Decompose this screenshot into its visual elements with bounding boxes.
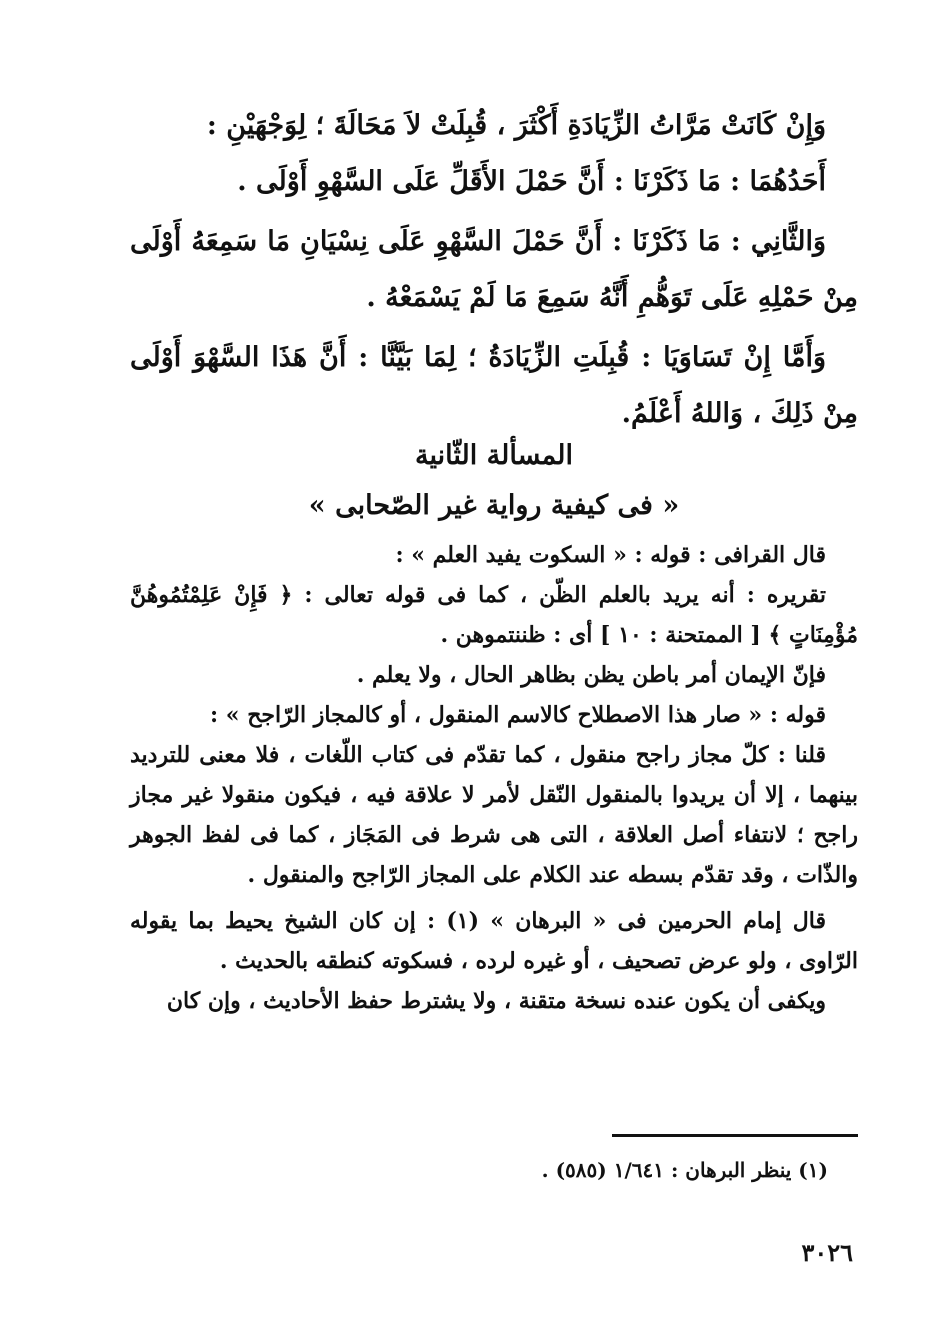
paragraph: ويكفى أن يكون عنده نسخة متقنة ، ولا يشترط حفظ الأحاديث ، وإن كان: [166, 988, 826, 1014]
paragraph: أَحَدُهُمَا : مَا ذَكَرْنَا : أَنَّ حَمْلَ الأَقَلِّ عَلَى السَّهْوِ أَوْلَى .: [237, 166, 826, 197]
paragraph: وَالثَّانِي : مَا ذَكَرْنَا : أَنَّ حَمْلَ السَّهْوِ عَلَى نِسْيَانِ مَا سَمِعَهُ أَوْلَى مِنْ حَمْلِهِ عَلَى تَوَهُّمِ أَنَّهُ سَمِعَ مَا لَمْ يَسْمَعْهُ .: [130, 226, 858, 313]
footnote-separator: [612, 1134, 858, 1137]
paragraph: وَأَمَّا إِنْ تَسَاوَيَا : قُبِلَتِ الزِّيَادَةُ ؛ لِمَا بَيَّنَّا : أَنَّ هَذَا السَّهْوَ أَوْلَى مِنْ ذَلِكَ ، وَاللهُ أَعْلَمُ.: [130, 342, 858, 429]
top-text-block: [130, 98, 858, 442]
paragraph: قوله : « صار هذا الاصطلاح كالاسم المنقول ، أو كالمجاز الرّاجح » :: [210, 702, 826, 728]
section-subtitle: « فى كيفية رواية غير الصّحابى »: [308, 490, 680, 521]
bottom-text-block: [130, 535, 858, 1021]
paragraph: قال إمام الحرمين فى « البرهان » (١) : إن كان الشيخ يحيط بما يقوله الرّاوى ، ولو عرض تصحيف ، أو غيره لرده ، فسكوته كنطقه بالحديث .: [130, 908, 858, 974]
section-title: المسألة الثّانية: [415, 440, 573, 471]
footnote: (١) ينظر البرهان : ١/٦٤١ (٥٨٥) .: [541, 1158, 828, 1182]
paragraph: قلنا : كلّ مجاز راجح منقول ، كما تقدّم فى كتاب اللّغات ، فلا معنى للترديد بينهما ، إلا أن يريدوا بالمنقول النّقل لأمر لا علاقة فيه ، فيكون منقولا غير مجاز راجح ؛ لانتفاء أصل العلاقة ، التى هى شرط فى المَجَاز ، كما فى لفظ الجوهر والذّات ، وقد تقدّم بسطه عند الكلام على المجاز الرّاجح والمنقول .: [130, 742, 858, 888]
paragraph: تقريره : أنه يريد بالعلم الظّن ، كما فى قوله تعالى : ﴿ فَإِنْ عَلِمْتُمُوهُنَّ مُؤْمِنَاتٍ ﴾ [ الممتحنة : ١٠ ] أى : ظننتموهن .: [130, 582, 858, 648]
paragraph: فإنّ الإيمان أمر باطن يظن بظاهر الحال ، ولا يعلم .: [356, 662, 826, 688]
page-number: ٣٠٢٦: [801, 1238, 853, 1267]
paragraph: قال القرافى : قوله : « السكوت يفيد العلم » :: [395, 542, 826, 568]
paragraph: وَإِنْ كَانَتْ مَرَّاتُ الزِّيَادَةِ أَكْثَرَ ، قُبِلَتْ لاَ مَحَالَةَ ؛ لِوَجْهَيْنِ :: [206, 110, 826, 141]
